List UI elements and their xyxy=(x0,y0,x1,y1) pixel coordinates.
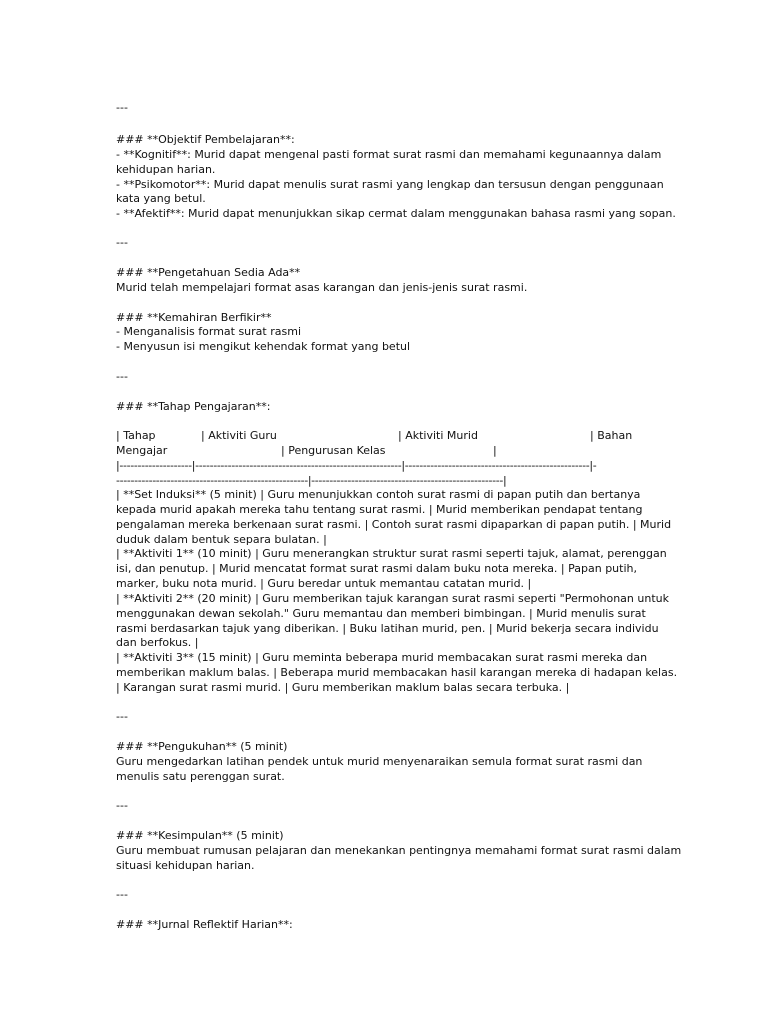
separator: --- xyxy=(116,799,128,812)
objektif-psikomotor: - **Psikomotor**: Murid dapat menulis surat rasmi yang lengkap dan tersusun dengan penggunaan xyxy=(116,178,664,191)
table-header-pengurusan: | Pengurusan Kelas xyxy=(281,444,386,457)
kesimpulan-text: Guru membuat rumusan pelajaran dan menekankan pentingnya memahami format surat rasmi dalam xyxy=(116,844,682,857)
table-row: | Karangan surat rasmi murid. | Guru memberikan maklum balas secara terbuka. | xyxy=(116,681,570,694)
pengukuhan-text: menulis satu perenggan surat. xyxy=(116,770,285,783)
separator: --- xyxy=(116,888,128,901)
table-row: | **Set Induksi** (5 minit) | Guru menunjukkan contoh surat rasmi di papan putih dan bertanya xyxy=(116,488,641,501)
psa-heading: ### **Pengetahuan Sedia Ada** xyxy=(116,266,301,279)
pengukuhan-heading: ### **Pengukuhan** (5 minit) xyxy=(116,740,288,753)
table-rule: |--------------------|---------------------------------------------------------|---------------------------------------------------|- xyxy=(116,459,597,472)
table-header-bahan: | Bahan xyxy=(590,429,633,442)
kb-item: - Menyusun isi mengikut kehendak format yang betul xyxy=(116,340,411,353)
table-header-aktiviti-murid: | Aktiviti Murid xyxy=(398,429,478,442)
table-row: marker, buku nota murid. | Guru beredar untuk memantau catatan murid. | xyxy=(116,577,532,590)
tahap-heading: ### **Tahap Pengajaran**: xyxy=(116,400,271,413)
kb-heading: ### **Kemahiran Berfikir** xyxy=(116,311,272,324)
table-row: | **Aktiviti 2** (20 minit) | Guru memberikan tajuk karangan surat rasmi seperti "Permohonan untuk xyxy=(116,592,669,605)
table-rule: -----------------------------------------------------|-----------------------------------------------------| xyxy=(116,474,507,487)
kesimpulan-heading: ### **Kesimpulan** (5 minit) xyxy=(116,829,284,842)
objektif-kognitif-cont: kehidupan harian. xyxy=(116,163,216,176)
kesimpulan-text: situasi kehidupan harian. xyxy=(116,859,255,872)
table-row: duduk dalam bentuk separa bulatan. | xyxy=(116,533,327,546)
table-row: rasmi berdasarkan tajuk yang diberikan. | Buku latihan murid, pen. | Murid bekerja secara individu xyxy=(116,622,659,635)
objektif-afektif: - **Afektif**: Murid dapat menunjukkan sikap cermat dalam menggunakan bahasa rasmi yang sopan. xyxy=(116,207,676,220)
objektif-kognitif: - **Kognitif**: Murid dapat mengenal pasti format surat rasmi dan memahami kegunaannya dalam xyxy=(116,148,662,161)
kb-item: - Menganalisis format surat rasmi xyxy=(116,325,301,338)
table-row: | **Aktiviti 1** (10 minit) | Guru menerangkan struktur surat rasmi seperti tajuk, alamat, perenggan xyxy=(116,547,667,560)
objektif-heading: ### **Objektif Pembelajaran**: xyxy=(116,133,295,146)
objektif-psikomotor-cont: kata yang betul. xyxy=(116,192,206,205)
separator: --- xyxy=(116,370,128,383)
pengukuhan-text: Guru mengedarkan latihan pendek untuk murid menyenaraikan semula format surat rasmi dan xyxy=(116,755,643,768)
separator: --- xyxy=(116,101,128,114)
separator: --- xyxy=(116,710,128,723)
table-header-tahap: | Tahap xyxy=(116,429,156,442)
separator: --- xyxy=(116,236,128,249)
table-row: kepada murid apakah mereka tahu tentang surat rasmi. | Murid memberikan pendapat tentang xyxy=(116,503,643,516)
table-header-aktiviti-guru: | Aktiviti Guru xyxy=(201,429,277,442)
table-row: menggunakan dewan sekolah." Guru memantau dan memberi bimbingan. | Murid menulis surat xyxy=(116,607,646,620)
table-header-end: | xyxy=(493,444,497,457)
jurnal-heading: ### **Jurnal Reflektif Harian**: xyxy=(116,918,293,931)
table-row: pengalaman mereka berkenaan surat rasmi. | Contoh surat rasmi dipaparkan di papan putih. | Murid xyxy=(116,518,672,531)
psa-text: Murid telah mempelajari format asas karangan dan jenis-jenis surat rasmi. xyxy=(116,281,528,294)
table-row: isi, dan penutup. | Murid mencatat format surat rasmi dalam buku nota mereka. | Papan putih, xyxy=(116,562,637,575)
table-row: memberikan maklum balas. | Beberapa murid membacakan hasil karangan mereka di hadapan kelas. xyxy=(116,666,678,679)
table-row: dan berfokus. | xyxy=(116,636,199,649)
table-header-mengajar: Mengajar xyxy=(116,444,168,457)
table-row: | **Aktiviti 3** (15 minit) | Guru meminta beberapa murid membacakan surat rasmi mereka dan xyxy=(116,651,648,664)
